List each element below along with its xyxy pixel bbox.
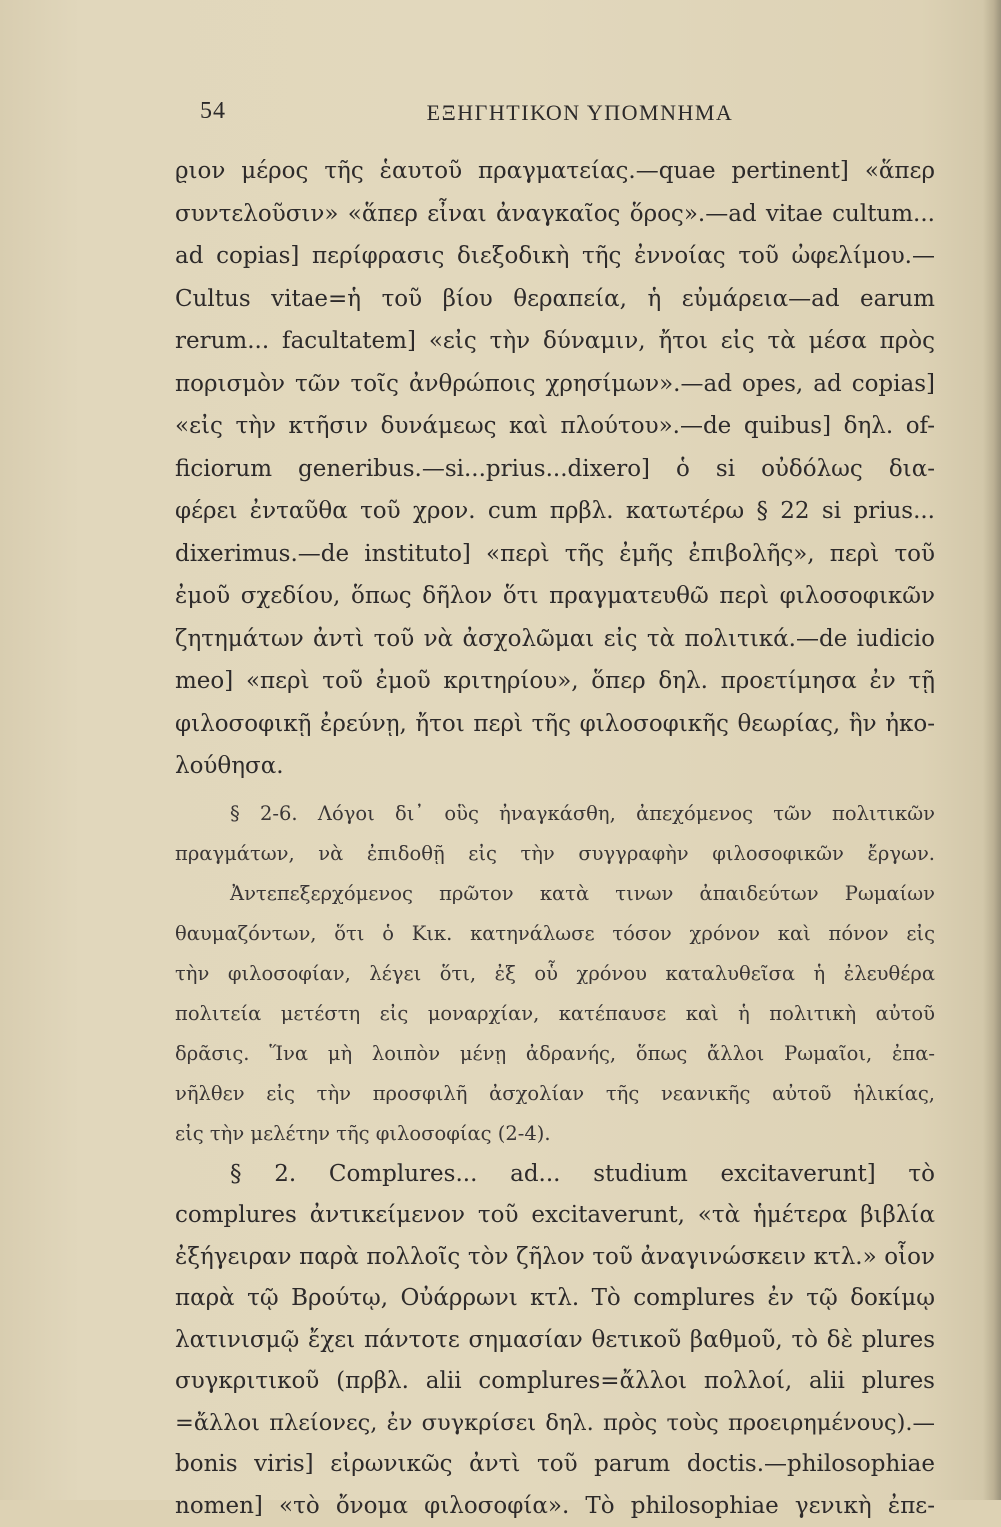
text-line: =ἄλλοι πλείονες, ἐν συγκρίσει δηλ. πρὸς τοὺς προειρημένους).— — [175, 1403, 935, 1445]
running-title: ΕΞΗΓΗΤΙΚΟΝ ΥΠΟΜΝΗΜΑ — [340, 100, 820, 126]
text-line: ζητημάτων ἀντὶ τοῦ νὰ ἀσχολῶμαι εἰς τὰ πολιτικά.—de iudicio — [175, 618, 935, 661]
text-line: dixerimus.—de instituto] «περὶ τῆς ἐμῆς ἐπιβολῆς», περὶ τοῦ — [175, 533, 935, 576]
text-line: πολιτεία μετέστη εἰς μοναρχίαν, κατέπαυσε καὶ ἡ πολιτικὴ αὐτοῦ — [175, 994, 935, 1034]
page-header — [200, 98, 960, 138]
text-line: Cultus vitae=ἡ τοῦ βίου θεραπεία, ἡ εὐμάρεια—ad earum — [175, 278, 935, 321]
commentary-block-2 — [175, 1154, 935, 1527]
page-edge-shadow — [983, 0, 1001, 1500]
text-line: § 2-6. Λόγοι δι᾽ οὓς ἠναγκάσθη, ἀπεχόμενος τῶν πολιτικῶν — [175, 794, 935, 834]
text-line: «εἰς τὴν κτῆσιν δυνάμεως καὶ πλούτου».—de quibus] δηλ. of- — [175, 405, 935, 448]
text-line: λούθησα. — [175, 745, 935, 788]
text-line: rerum... facultatem] «εἰς τὴν δύναμιν, ἤτοι εἰς τὰ μέσα πρὸς — [175, 320, 935, 363]
page-number: 54 — [200, 98, 226, 125]
section-summary — [175, 794, 935, 1154]
text-line: φιλοσοφικῇ ἐρεύνῃ, ἤτοι περὶ τῆς φιλοσοφικῆς θεωρίας, ἣν ἠκο- — [175, 703, 935, 746]
text-line: ficiorum generibus.—si...prius...dixero] ὁ si οὐδόλως δια- — [175, 448, 935, 491]
text-line: Ἀντεπεξερχόμενος πρῶτον κατὰ τινων ἀπαιδεύτων Ρωμαίων — [175, 874, 935, 914]
page-body — [175, 150, 935, 1527]
text-line: complures ἀντικείμενον τοῦ excitaverunt, «τὰ ἡμέτερα βιβλία — [175, 1195, 935, 1237]
text-line: ϱιον μέρος τῆς ἑαυτοῦ πραγματείας.—quae pertinent] «ἅπερ — [175, 150, 935, 193]
text-line: συγκριτικοῦ (πρβλ. alii complures=ἄλλοι πολλοί, alii plures — [175, 1361, 935, 1403]
text-line: ad copias] περίφρασις διεξοδικὴ τῆς ἐννοίας τοῦ ὠφελίμου.— — [175, 235, 935, 278]
text-line: ἐξήγειραν παρὰ πολλοῖς τὸν ζῆλον τοῦ ἀναγινώσκειν κτλ.» οἷον — [175, 1237, 935, 1279]
text-line: meo] «περὶ τοῦ ἐμοῦ κριτηρίου», ὅπερ δηλ. προετίμησα ἐν τῇ — [175, 660, 935, 703]
text-line: φέρει ἐνταῦθα τοῦ χρον. cum πρβλ. κατωτέρω § 22 si prius... — [175, 490, 935, 533]
text-line: λατινισμῷ ἔχει πάντοτε σημασίαν θετικοῦ βαθμοῦ, τὸ δὲ plures — [175, 1320, 935, 1362]
text-line: πορισμὸν τῶν τοῖς ἀνθρώποις χρησίμων».—ad opes, ad copias] — [175, 363, 935, 406]
text-line: bonis viris] εἰρωνικῶς ἀντὶ τοῦ parum doctis.—philosophiae — [175, 1444, 935, 1486]
text-line: nomen] «τὸ ὄνομα φιλοσοφία». Τὸ philosophiae γενικὴ ἐπε- — [175, 1486, 935, 1527]
text-line: εἰς τὴν μελέτην τῆς φιλοσοφίας (2-4). — [175, 1114, 935, 1154]
commentary-block-1 — [175, 150, 935, 788]
text-line: § 2. Complures... ad... studium excitaverunt] τὸ — [175, 1154, 935, 1196]
text-line: νῆλθεν εἰς τὴν προσφιλῆ ἀσχολίαν τῆς νεανικῆς αὐτοῦ ἡλικίας, — [175, 1074, 935, 1114]
text-line: συντελοῦσιν» «ἅπερ εἶναι ἀναγκαῖος ὅρος».—ad vitae cultum... — [175, 193, 935, 236]
text-line: τὴν φιλοσοφίαν, λέγει ὅτι, ἐξ οὗ χρόνου καταλυθεῖσα ἡ ἐλευθέρα — [175, 954, 935, 994]
text-line: δρᾶσις. Ἵνα μὴ λοιπὸν μένῃ ἀδρανής, ὅπως ἄλλοι Ρωμαῖοι, ἐπα- — [175, 1034, 935, 1074]
text-line: πραγμάτων, νὰ ἐπιδοθῇ εἰς τὴν συγγραφὴν φιλοσοφικῶν ἔργων. — [175, 834, 935, 874]
text-line: ἐμοῦ σχεδίου, ὅπως δῆλον ὅτι πραγματευθῶ περὶ φιλοσοφικῶν — [175, 575, 935, 618]
text-line: παρὰ τῷ Βρούτῳ, Οὐάρρωνι κτλ. Τὸ complures ἐν τῷ δοκίμῳ — [175, 1278, 935, 1320]
text-line: θαυμαζόντων, ὅτι ὁ Κικ. κατηνάλωσε τόσον χρόνον καὶ πόνον εἰς — [175, 914, 935, 954]
